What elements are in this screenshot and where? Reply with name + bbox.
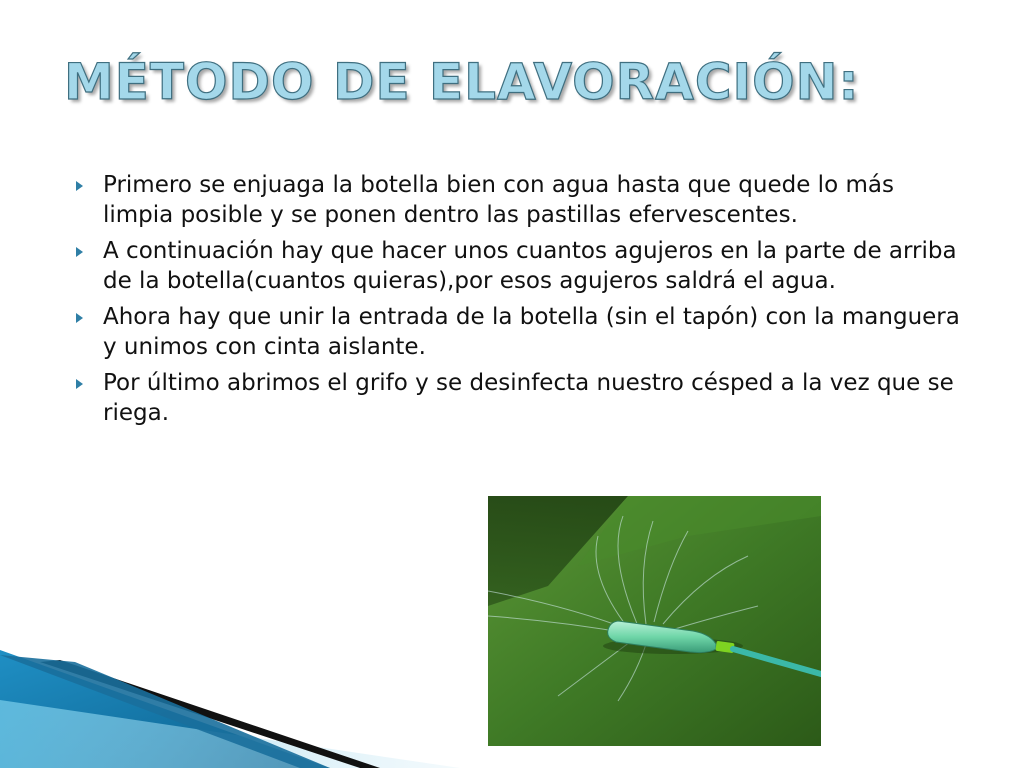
bullet-item xyxy=(72,302,962,362)
bullet-text: Primero se enjuaga la botella bien con agua hasta que quede lo más limpia posible y se ponen dentro las pastillas efervescentes. xyxy=(103,172,894,228)
bullet-item xyxy=(72,236,962,296)
triangle-right-icon xyxy=(76,313,83,323)
bullet-text: Por último abrimos el grifo y se desinfecta nuestro césped a la vez que se riega. xyxy=(103,370,954,426)
bullet-item xyxy=(72,170,962,230)
bottle-sprinkler-image xyxy=(488,496,821,746)
bullet-list xyxy=(72,170,962,434)
bullet-text: A continuación hay que hacer unos cuantos agujeros en la parte de arriba de la botella(cuantos quieras),por esos agujeros saldrá el agua. xyxy=(103,238,957,294)
bullet-text: Ahora hay que unir la entrada de la botella (sin el tapón) con la manguera y unimos con cinta aislante. xyxy=(103,304,960,360)
sprinkler-photo xyxy=(488,496,821,746)
bullet-item xyxy=(72,368,962,428)
triangle-right-icon xyxy=(76,379,83,389)
triangle-right-icon xyxy=(76,247,83,257)
slide-title: MÉTODO DE ELAVORACIÓN: xyxy=(64,53,860,111)
triangle-right-icon xyxy=(76,181,83,191)
